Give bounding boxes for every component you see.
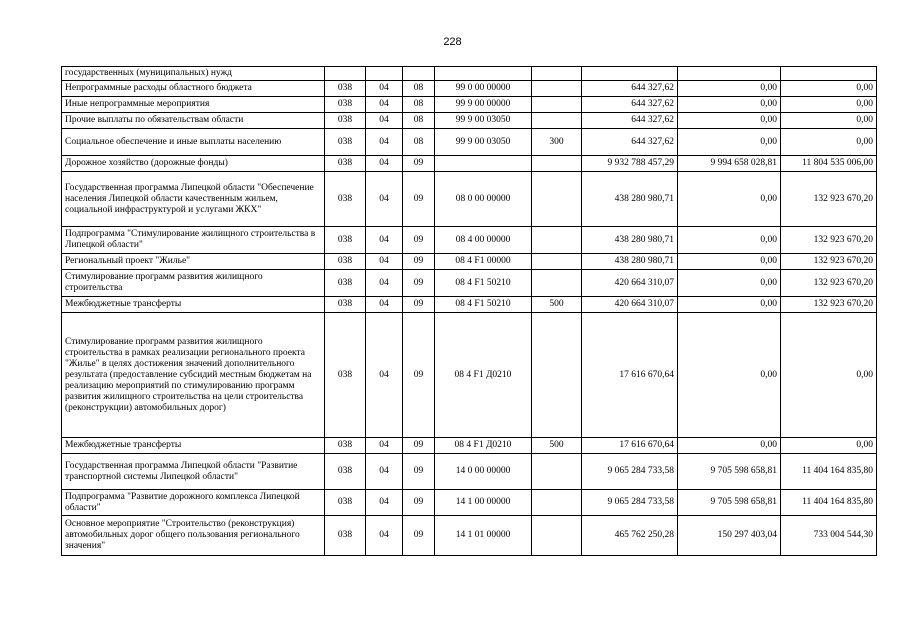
expense-type-cell bbox=[532, 516, 582, 556]
expense-type-cell bbox=[532, 67, 582, 81]
amount-year1-cell: 420 664 310,07 bbox=[582, 270, 678, 297]
item-name-cell: Подпрограмма "Развитие дорожного комплекса Липецкой области" bbox=[62, 490, 325, 516]
target-article-cell bbox=[435, 156, 532, 172]
amount-year3-cell: 733 004 544,30 bbox=[781, 516, 877, 556]
admin-code-cell: 038 bbox=[325, 297, 366, 313]
amount-year2-cell: 0,00 bbox=[678, 254, 781, 270]
expense-type-cell bbox=[532, 313, 582, 438]
amount-year2-cell: 0,00 bbox=[678, 227, 781, 254]
amount-year3-cell: 0,00 bbox=[781, 113, 877, 129]
amount-year1-cell: 438 280 980,71 bbox=[582, 227, 678, 254]
page-number: 228 bbox=[443, 36, 462, 48]
table-row bbox=[62, 67, 877, 81]
target-article-cell: 08 4 F1 00000 bbox=[435, 254, 532, 270]
table-row bbox=[62, 254, 877, 270]
target-article-cell: 14 1 00 00000 bbox=[435, 490, 532, 516]
admin-code-cell: 038 bbox=[325, 97, 366, 113]
admin-code-cell: 038 bbox=[325, 156, 366, 172]
expense-type-cell: 300 bbox=[532, 129, 582, 156]
target-article-cell: 08 4 00 00000 bbox=[435, 227, 532, 254]
admin-code-cell: 038 bbox=[325, 516, 366, 556]
amount-year2-cell: 0,00 bbox=[678, 313, 781, 438]
amount-year3-cell: 0,00 bbox=[781, 313, 877, 438]
subsection-code-cell: 09 bbox=[403, 227, 435, 254]
amount-year3-cell: 11 404 164 835,80 bbox=[781, 454, 877, 490]
section-code-cell: 04 bbox=[366, 113, 403, 129]
amount-year1-cell: 17 616 670,64 bbox=[582, 438, 678, 454]
amount-year2-cell: 0,00 bbox=[678, 113, 781, 129]
item-name-cell: Непрограммные расходы областного бюджета bbox=[62, 81, 325, 97]
item-name-cell: Подпрограмма "Стимулирование жилищного строительства в Липецкой области" bbox=[62, 227, 325, 254]
table-row bbox=[62, 129, 877, 156]
admin-code-cell: 038 bbox=[325, 227, 366, 254]
amount-year2-cell: 9 705 598 658,81 bbox=[678, 490, 781, 516]
admin-code-cell: 038 bbox=[325, 438, 366, 454]
amount-year3-cell: 0,00 bbox=[781, 97, 877, 113]
target-article-cell: 99 9 00 03050 bbox=[435, 129, 532, 156]
item-name-cell: Основное мероприятие "Строительство (реконструкция) автомобильных дорог общего пользования регионального значения" bbox=[62, 516, 325, 556]
subsection-code-cell: 09 bbox=[403, 454, 435, 490]
target-article-cell: 14 1 01 00000 bbox=[435, 516, 532, 556]
expense-type-cell bbox=[532, 454, 582, 490]
section-code-cell: 04 bbox=[366, 297, 403, 313]
amount-year3-cell: 132 923 670,20 bbox=[781, 227, 877, 254]
subsection-code-cell: 09 bbox=[403, 172, 435, 227]
target-article-cell: 08 4 F1 Д0210 bbox=[435, 313, 532, 438]
amount-year1-cell: 644 327,62 bbox=[582, 129, 678, 156]
amount-year2-cell: 150 297 403,04 bbox=[678, 516, 781, 556]
target-article-cell: 08 0 00 00000 bbox=[435, 172, 532, 227]
section-code-cell: 04 bbox=[366, 172, 403, 227]
section-code-cell: 04 bbox=[366, 516, 403, 556]
table-row bbox=[62, 454, 877, 490]
amount-year2-cell: 9 705 598 658,81 bbox=[678, 454, 781, 490]
item-name-cell: Региональный проект "Жилье" bbox=[62, 254, 325, 270]
expense-type-cell bbox=[532, 270, 582, 297]
item-name-cell: Стимулирование программ развития жилищного строительства bbox=[62, 270, 325, 297]
table-row bbox=[62, 297, 877, 313]
admin-code-cell: 038 bbox=[325, 270, 366, 297]
amount-year3-cell: 0,00 bbox=[781, 438, 877, 454]
expense-type-cell bbox=[532, 254, 582, 270]
amount-year2-cell: 9 994 658 028,81 bbox=[678, 156, 781, 172]
expense-type-cell bbox=[532, 97, 582, 113]
amount-year2-cell: 0,00 bbox=[678, 270, 781, 297]
amount-year3-cell: 11 804 535 006,00 bbox=[781, 156, 877, 172]
section-code-cell: 04 bbox=[366, 490, 403, 516]
expense-type-cell: 500 bbox=[532, 297, 582, 313]
subsection-code-cell: 09 bbox=[403, 438, 435, 454]
target-article-cell: 14 0 00 00000 bbox=[435, 454, 532, 490]
amount-year1-cell: 438 280 980,71 bbox=[582, 254, 678, 270]
item-name-cell: Государственная программа Липецкой области "Обеспечение населения Липецкой области качественным жильем, социальной инфраструктурой и услугами ЖКХ" bbox=[62, 172, 325, 227]
amount-year3-cell: 132 923 670,20 bbox=[781, 172, 877, 227]
expense-type-cell bbox=[532, 81, 582, 97]
item-name-cell: Стимулирование программ развития жилищного строительства в рамках реализации регионального проекта "Жилье" в целях достижения значений дополнительного результата (предоставление субсидий местным бюджетам на реализацию мероприятий по стимулированию программ развития жилищного строительства на цели строительства (реконструкции) автомобильных дорог) bbox=[62, 313, 325, 438]
admin-code-cell: 038 bbox=[325, 490, 366, 516]
expense-type-cell bbox=[532, 156, 582, 172]
table-row bbox=[62, 156, 877, 172]
table-row bbox=[62, 313, 877, 438]
item-name-cell: Дорожное хозяйство (дорожные фонды) bbox=[62, 156, 325, 172]
target-article-cell: 08 4 F1 50210 bbox=[435, 297, 532, 313]
target-article-cell: 08 4 F1 50210 bbox=[435, 270, 532, 297]
section-code-cell: 04 bbox=[366, 227, 403, 254]
admin-code-cell: 038 bbox=[325, 454, 366, 490]
subsection-code-cell: 08 bbox=[403, 97, 435, 113]
section-code-cell: 04 bbox=[366, 270, 403, 297]
item-name-cell: Социальное обеспечение и иные выплаты населению bbox=[62, 129, 325, 156]
expense-type-cell: 500 bbox=[532, 438, 582, 454]
subsection-code-cell: 09 bbox=[403, 313, 435, 438]
item-name-cell: Межбюджетные трансферты bbox=[62, 438, 325, 454]
amount-year3-cell: 132 923 670,20 bbox=[781, 297, 877, 313]
subsection-code-cell: 09 bbox=[403, 297, 435, 313]
admin-code-cell: 038 bbox=[325, 172, 366, 227]
amount-year3-cell: 0,00 bbox=[781, 129, 877, 156]
table-row bbox=[62, 81, 877, 97]
amount-year1-cell bbox=[582, 67, 678, 81]
amount-year3-cell: 132 923 670,20 bbox=[781, 270, 877, 297]
subsection-code-cell: 09 bbox=[403, 516, 435, 556]
target-article-cell: 99 9 00 00000 bbox=[435, 97, 532, 113]
section-code-cell: 04 bbox=[366, 313, 403, 438]
admin-code-cell: 038 bbox=[325, 129, 366, 156]
subsection-code-cell: 08 bbox=[403, 129, 435, 156]
subsection-code-cell: 08 bbox=[403, 113, 435, 129]
expense-type-cell bbox=[532, 172, 582, 227]
item-name-cell: Государственная программа Липецкой области "Развитие транспортной системы Липецкой области" bbox=[62, 454, 325, 490]
target-article-cell: 99 0 00 00000 bbox=[435, 81, 532, 97]
amount-year3-cell bbox=[781, 67, 877, 81]
subsection-code-cell: 08 bbox=[403, 81, 435, 97]
budget-table bbox=[61, 66, 877, 556]
amount-year1-cell: 465 762 250,28 bbox=[582, 516, 678, 556]
target-article-cell bbox=[435, 67, 532, 81]
section-code-cell bbox=[366, 67, 403, 81]
amount-year2-cell: 0,00 bbox=[678, 297, 781, 313]
table-row bbox=[62, 113, 877, 129]
table-row bbox=[62, 438, 877, 454]
section-code-cell: 04 bbox=[366, 454, 403, 490]
subsection-code-cell: 09 bbox=[403, 490, 435, 516]
subsection-code-cell: 09 bbox=[403, 270, 435, 297]
amount-year1-cell: 644 327,62 bbox=[582, 113, 678, 129]
admin-code-cell: 038 bbox=[325, 113, 366, 129]
amount-year1-cell: 9 932 788 457,29 bbox=[582, 156, 678, 172]
table-row bbox=[62, 490, 877, 516]
table-row bbox=[62, 172, 877, 227]
amount-year1-cell: 9 065 284 733,58 bbox=[582, 490, 678, 516]
amount-year1-cell: 644 327,62 bbox=[582, 97, 678, 113]
amount-year3-cell: 132 923 670,20 bbox=[781, 254, 877, 270]
amount-year1-cell: 9 065 284 733,58 bbox=[582, 454, 678, 490]
table-row bbox=[62, 227, 877, 254]
subsection-code-cell: 09 bbox=[403, 156, 435, 172]
section-code-cell: 04 bbox=[366, 81, 403, 97]
admin-code-cell: 038 bbox=[325, 254, 366, 270]
admin-code-cell: 038 bbox=[325, 313, 366, 438]
amount-year1-cell: 420 664 310,07 bbox=[582, 297, 678, 313]
item-name-cell: Прочие выплаты по обязательствам области bbox=[62, 113, 325, 129]
amount-year2-cell bbox=[678, 67, 781, 81]
amount-year2-cell: 0,00 bbox=[678, 81, 781, 97]
target-article-cell: 99 9 00 03050 bbox=[435, 113, 532, 129]
amount-year3-cell: 0,00 bbox=[781, 81, 877, 97]
amount-year1-cell: 17 616 670,64 bbox=[582, 313, 678, 438]
subsection-code-cell: 09 bbox=[403, 254, 435, 270]
amount-year1-cell: 644 327,62 bbox=[582, 81, 678, 97]
admin-code-cell: 038 bbox=[325, 81, 366, 97]
section-code-cell: 04 bbox=[366, 254, 403, 270]
item-name-cell: государственных (муниципальных) нужд bbox=[62, 67, 325, 81]
amount-year2-cell: 0,00 bbox=[678, 438, 781, 454]
table-row bbox=[62, 270, 877, 297]
expense-type-cell bbox=[532, 227, 582, 254]
amount-year2-cell: 0,00 bbox=[678, 129, 781, 156]
section-code-cell: 04 bbox=[366, 97, 403, 113]
amount-year2-cell: 0,00 bbox=[678, 97, 781, 113]
amount-year1-cell: 438 280 980,71 bbox=[582, 172, 678, 227]
target-article-cell: 08 4 F1 Д0210 bbox=[435, 438, 532, 454]
item-name-cell: Межбюджетные трансферты bbox=[62, 297, 325, 313]
amount-year2-cell: 0,00 bbox=[678, 172, 781, 227]
amount-year3-cell: 11 404 164 835,80 bbox=[781, 490, 877, 516]
expense-type-cell bbox=[532, 113, 582, 129]
section-code-cell: 04 bbox=[366, 129, 403, 156]
section-code-cell: 04 bbox=[366, 438, 403, 454]
expense-type-cell bbox=[532, 490, 582, 516]
subsection-code-cell bbox=[403, 67, 435, 81]
section-code-cell: 04 bbox=[366, 156, 403, 172]
table-row bbox=[62, 516, 877, 556]
table-row bbox=[62, 97, 877, 113]
item-name-cell: Иные непрограммные мероприятия bbox=[62, 97, 325, 113]
admin-code-cell bbox=[325, 67, 366, 81]
